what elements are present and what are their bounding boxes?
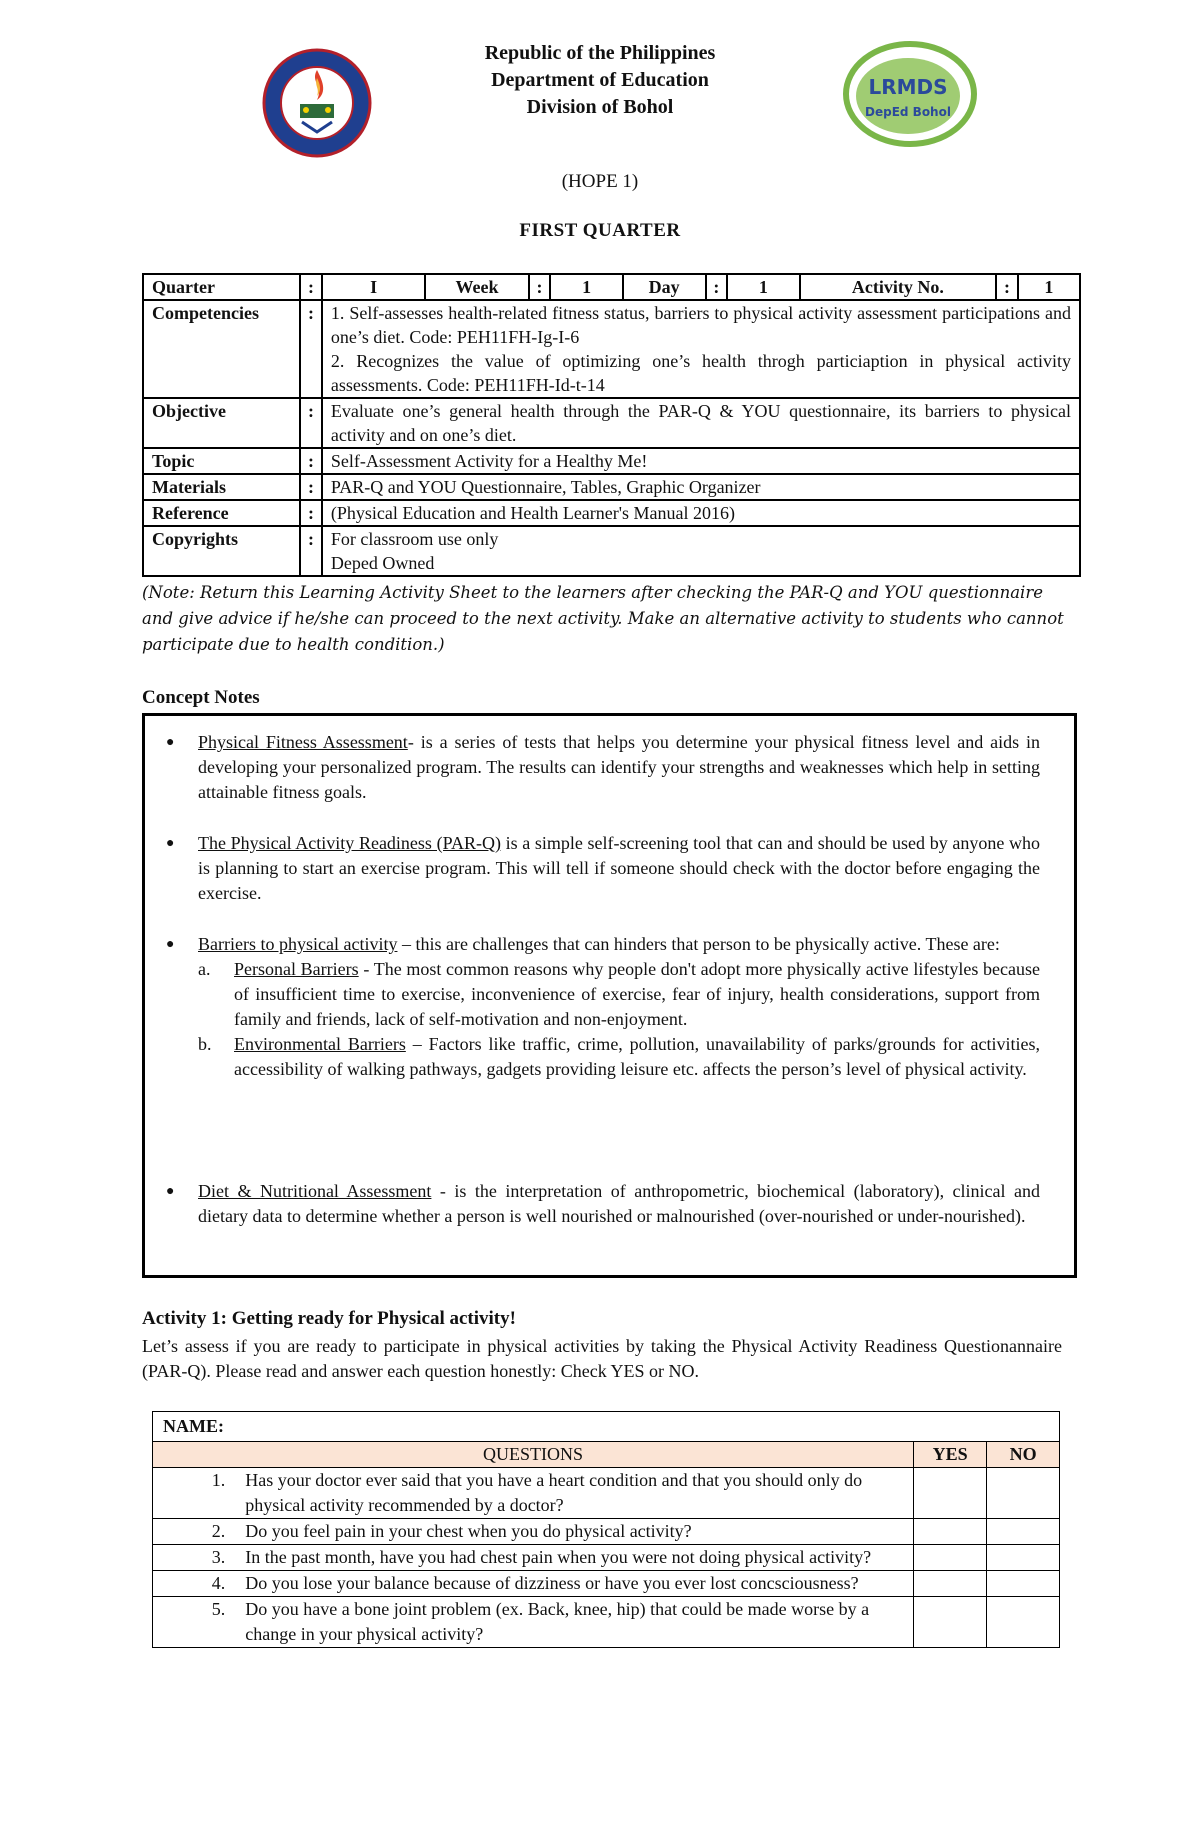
materials-row xyxy=(143,474,1080,500)
bullet-dot-icon: ● xyxy=(166,937,175,952)
copyrights-label: Copyrights xyxy=(143,526,300,576)
definition: – Factors like traffic, crime, pollution, unavailability of parks/grounds for activities, accessibility of walking pathways, gadgets providing leisure etc. affects the person’s level of physical activity. xyxy=(234,1034,1040,1079)
table-row xyxy=(153,1597,1060,1648)
day-label: Day xyxy=(623,274,706,300)
name-row xyxy=(153,1412,1060,1442)
no-check-cell[interactable] xyxy=(987,1545,1060,1571)
colon: : xyxy=(529,274,551,300)
question-text: In the past month, have you had chest pain when you were not doing physical activity? xyxy=(239,1545,913,1571)
svg-text:DepEd Bohol: DepEd Bohol xyxy=(865,105,951,119)
info-header-row xyxy=(143,274,1080,300)
teacher-note: (Note: Return this Learning Activity Sheet to the learners after checking the PAR-Q and YOU questionnaire and give advice if he/she can proceed to the next activity. Make an alternative activity to students who cannot participate due to health condition.) xyxy=(142,583,1064,654)
yes-check-cell[interactable] xyxy=(914,1519,987,1545)
term: The Physical Activity Readiness (PAR-Q) xyxy=(198,833,501,853)
concept-notes-title: Concept Notes xyxy=(142,687,260,708)
competencies-label: Competencies xyxy=(143,300,300,398)
activity-info-table xyxy=(142,273,1081,577)
topic-row xyxy=(143,448,1080,474)
term: Barriers to physical activity xyxy=(198,934,398,954)
colon: : xyxy=(996,274,1018,300)
table-row xyxy=(153,1519,1060,1545)
par-q-table xyxy=(152,1411,1060,1648)
objective-label: Objective xyxy=(143,398,300,448)
question-text: Do you have a bone joint problem (ex. Back, knee, hip) that could be made worse by a change in your physical activity? xyxy=(239,1597,913,1648)
question-number: 5. xyxy=(153,1597,240,1648)
colon: : xyxy=(300,448,322,474)
table-row xyxy=(153,1545,1060,1571)
colon: : xyxy=(300,474,322,500)
week-label: Week xyxy=(425,274,528,300)
yes-check-cell[interactable] xyxy=(914,1545,987,1571)
definition: - is the interpretation of anthropometric, biochemical (laboratory), clinical and dietary data to determine whether a person is well nourished or malnourished (over-nourished or under-nourished). xyxy=(198,1181,1040,1226)
objective-value: Evaluate one’s general health through the PAR-Q & YOU questionnaire, its barriers to physical activity and on one’s diet. xyxy=(322,398,1080,448)
activity-description: Let’s assess if you are ready to participate in physical activities by taking the Physical Activity Readiness Questionannaire (PAR-Q). Please read and answer each question honestly: Check YES or NO. xyxy=(142,1336,1062,1381)
table-row xyxy=(153,1468,1060,1519)
copyrights-line-2: Deped Owned xyxy=(330,553,435,573)
sub-personal-barriers xyxy=(198,957,1040,1032)
definition: - is a series of tests that helps you determine your physical fitness level and aids in developing your personalized program. The results can identify your strengths and weaknesses which help in setting attainable fitness goals. xyxy=(198,732,1041,802)
bullet-par-q xyxy=(166,831,1040,906)
header-republic: Republic of the Philippines xyxy=(484,42,716,64)
name-field[interactable]: NAME: xyxy=(153,1412,1060,1442)
term: Environmental Barriers xyxy=(234,1034,406,1054)
colon: : xyxy=(300,526,322,576)
colon: : xyxy=(300,500,322,526)
concept-notes-box xyxy=(142,713,1077,1278)
sub-marker: b. xyxy=(198,1034,212,1054)
objective-row xyxy=(143,398,1080,448)
questions-header: QUESTIONS xyxy=(153,1442,914,1468)
copyrights-line-1: For classroom use only xyxy=(330,529,499,549)
copyrights-value xyxy=(322,526,1080,576)
header-department: Department of Education xyxy=(491,69,709,91)
bullet-dot-icon: ● xyxy=(166,735,175,750)
quarter-label: Quarter xyxy=(143,274,300,300)
no-check-cell[interactable] xyxy=(987,1468,1060,1519)
sub-environmental-barriers xyxy=(198,1032,1040,1082)
svg-text:LRMDS: LRMDS xyxy=(868,75,948,99)
competencies-row xyxy=(143,300,1080,398)
colon: : xyxy=(706,274,728,300)
yes-check-cell[interactable] xyxy=(914,1468,987,1519)
bullet-diet-nutritional xyxy=(166,1179,1040,1229)
yes-check-cell[interactable] xyxy=(914,1597,987,1648)
bullet-dot-icon: ● xyxy=(166,1184,175,1199)
colon: : xyxy=(300,274,322,300)
question-number: 1. xyxy=(153,1468,240,1519)
reference-label: Reference xyxy=(143,500,300,526)
activity-no-value: 1 xyxy=(1018,274,1080,300)
competency-2: 2. Recognizes the value of optimizing one’s health throgh particiaption in physical activity assessments. Code: PEH11FH-Id-t-14 xyxy=(330,351,1071,395)
question-text: Has your doctor ever said that you have a heart condition and that you should only do physical activity recommended by a doctor? xyxy=(239,1468,913,1519)
bullet-barriers xyxy=(166,932,1040,1082)
header-division: Division of Bohol xyxy=(526,96,674,118)
materials-label: Materials xyxy=(143,474,300,500)
day-value: 1 xyxy=(727,274,799,300)
competency-1: 1. Self-assesses health-related fitness status, barriers to physical activity assessment participations and one’s diet. Code: PEH11FH-Ig-I-6 xyxy=(330,303,1071,347)
quarter-value: I xyxy=(322,274,425,300)
no-header: NO xyxy=(987,1442,1060,1468)
definition: - The most common reasons why people don't adopt more physically active lifestyles because of insufficient time to exercise, inconvenience of exercise, fear of injury, health considerations, support from family and friends, lack of self-motivation and non-enjoyment. xyxy=(234,959,1040,1029)
competencies-value xyxy=(322,300,1080,398)
question-text: Do you lose your balance because of dizziness or have you ever lost concsciousness? xyxy=(239,1571,913,1597)
bullet-dot-icon: ● xyxy=(166,836,175,851)
quarter-title: FIRST QUARTER xyxy=(519,220,681,241)
term: Physical Fitness Assessment xyxy=(198,732,408,752)
subject-code: (HOPE 1) xyxy=(561,171,639,192)
term: Personal Barriers xyxy=(234,959,359,979)
term: Diet & Nutritional Assessment xyxy=(198,1181,432,1201)
question-number: 2. xyxy=(153,1519,240,1545)
topic-value: Self-Assessment Activity for a Healthy Me! xyxy=(322,448,1080,474)
yes-header: YES xyxy=(914,1442,987,1468)
yes-check-cell[interactable] xyxy=(914,1571,987,1597)
no-check-cell[interactable] xyxy=(987,1571,1060,1597)
questions-header-row xyxy=(153,1442,1060,1468)
no-check-cell[interactable] xyxy=(987,1597,1060,1648)
no-check-cell[interactable] xyxy=(987,1519,1060,1545)
topic-label: Topic xyxy=(143,448,300,474)
colon: : xyxy=(300,398,322,448)
definition: is a simple self-screening tool that can and should be used by anyone who is planning to start an exercise program. This will tell if someone should check with the doctor before engaging the exercise. xyxy=(198,833,1040,903)
materials-value: PAR-Q and YOU Questionnaire, Tables, Graphic Organizer xyxy=(322,474,1080,500)
colon: : xyxy=(300,300,322,398)
question-text: Do you feel pain in your chest when you do physical activity? xyxy=(239,1519,913,1545)
reference-row xyxy=(143,500,1080,526)
question-number: 3. xyxy=(153,1545,240,1571)
question-number: 4. xyxy=(153,1571,240,1597)
bullet-physical-fitness-assessment xyxy=(166,730,1041,805)
sub-marker: a. xyxy=(198,959,211,979)
week-value: 1 xyxy=(550,274,622,300)
reference-value: (Physical Education and Health Learner's Manual 2016) xyxy=(322,500,1080,526)
table-row xyxy=(153,1571,1060,1597)
activity-title: Activity 1: Getting ready for Physical activity! xyxy=(142,1308,516,1329)
definition: – this are challenges that can hinders that person to be physically active. These are: xyxy=(397,934,1000,954)
copyrights-row xyxy=(143,526,1080,576)
activity-no-label: Activity No. xyxy=(800,274,997,300)
